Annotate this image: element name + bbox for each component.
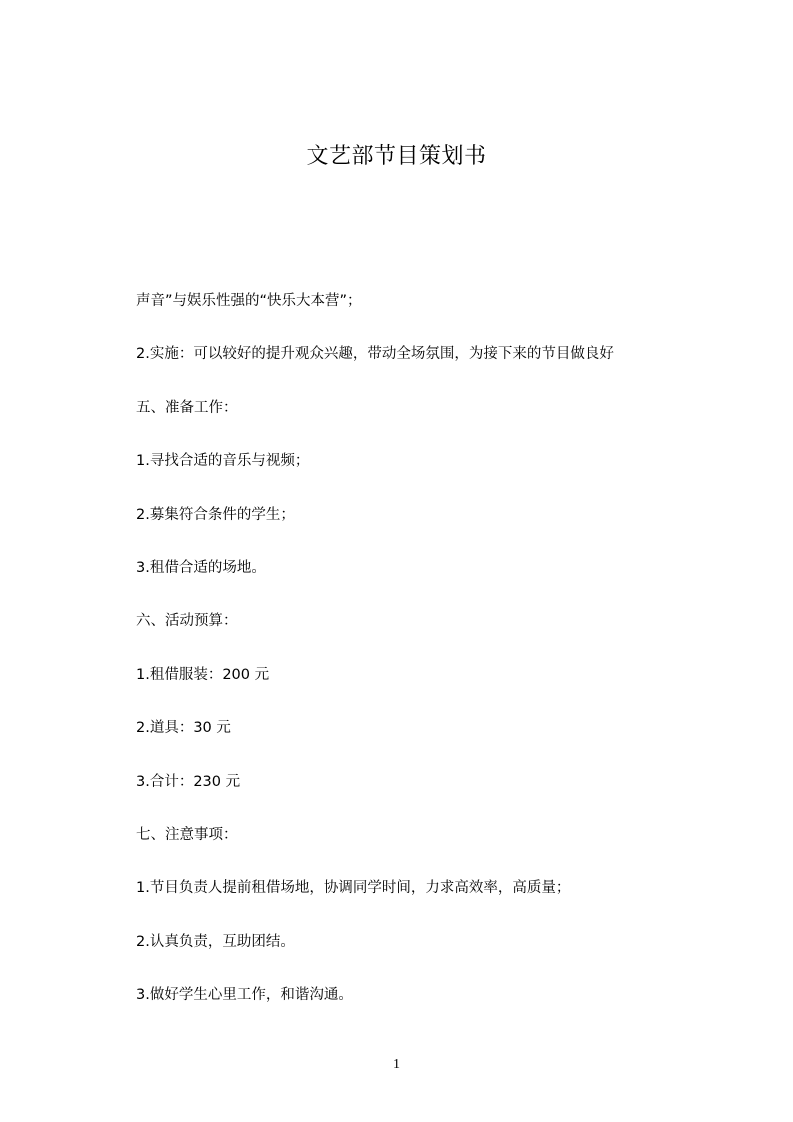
section-heading: 七、注意事项： [136,826,238,843]
text-line: 声音”与娱乐性强的“快乐大本营”； [136,293,362,309]
section-heading: 五、准备工作： [136,399,238,416]
text-line: 2.认真负责，互助团结。 [136,933,295,950]
text-line: 1.节目负责人提前租借场地，协调同学时间，力求高效率，高质量； [136,880,571,897]
text-line: 1.租借服装：200 元 [136,666,270,683]
text-line: 2.募集符合条件的学生； [136,506,295,523]
text-line: 1.寻找合适的音乐与视频； [136,453,310,470]
text-line: 2.道具：30 元 [136,720,231,737]
text-line: 3.合计：230 元 [136,773,241,790]
document-body [136,290,696,1037]
text-line: 3.租借合适的场地。 [136,559,266,576]
text-line: 2.实施：可以较好的提升观众兴趣，带动全场氛围，为接下来的节目做良好 [136,346,614,363]
document-title: 文艺部节目策划书 [306,144,487,169]
page-number: 1 [393,1057,400,1072]
section-heading: 六、活动预算： [136,613,238,630]
text-line: 3.做好学生心里工作，和谐沟通。 [136,987,353,1004]
